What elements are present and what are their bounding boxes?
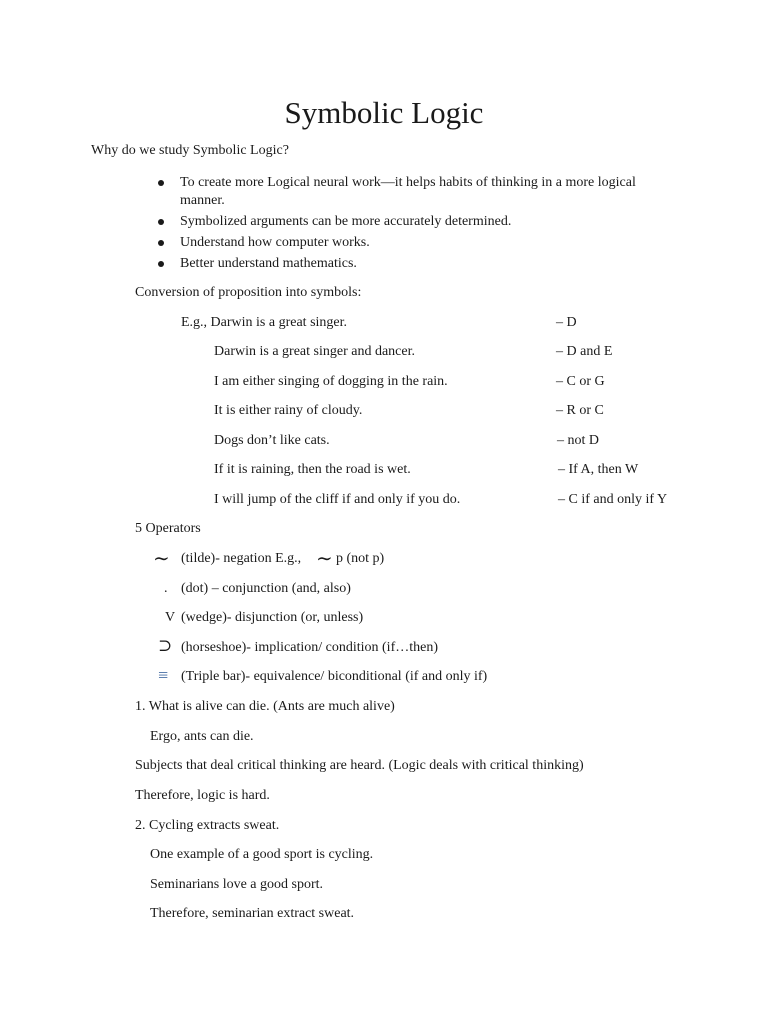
bullet-icon xyxy=(158,240,164,246)
operator-desc: (tilde)- negation E.g., xyxy=(181,551,302,566)
operator-desc: (horseshoe)- implication/ condition (if…then) xyxy=(181,640,438,655)
operator-desc: (Triple bar)- equivalence/ biconditional (if and only if) xyxy=(181,669,488,684)
example-symbol: – C if and only if Y xyxy=(558,492,668,507)
argument-line: 1. What is alive can die. (Ants are much alive) xyxy=(135,699,395,714)
example-symbol: – D xyxy=(556,315,577,330)
example-text: It is either rainy of cloudy. xyxy=(214,403,363,418)
example-symbol: – If A, then W xyxy=(558,462,639,477)
example-symbol: – D and E xyxy=(556,344,613,359)
bullet-icon xyxy=(158,261,164,267)
example-text: If it is raining, then the road is wet. xyxy=(214,462,411,477)
argument-line: One example of a good sport is cycling. xyxy=(150,847,374,862)
example-text: E.g., Darwin is a great singer. xyxy=(181,315,348,330)
argument-line: Ergo, ants can die. xyxy=(150,729,254,744)
operator-desc: (dot) – conjunction (and, also) xyxy=(181,581,351,596)
bullet-icon xyxy=(158,219,164,225)
example-text: I will jump of the cliff if and only if you do. xyxy=(214,492,461,507)
list-item-continuation: manner. xyxy=(180,193,225,208)
example-text: Dogs don’t like cats. xyxy=(214,433,330,448)
tilde-icon: ∼ xyxy=(316,548,333,570)
bullet-icon xyxy=(158,180,164,186)
list-item: To create more Logical neural work—it helps habits of thinking in a more logical xyxy=(180,175,636,190)
example-symbol: – not D xyxy=(557,433,599,448)
intro-question: Why do we study Symbolic Logic? xyxy=(91,143,289,158)
list-item: Symbolized arguments can be more accurately determined. xyxy=(180,214,512,229)
list-item: Understand how computer works. xyxy=(180,235,370,250)
conversion-heading: Conversion of proposition into symbols: xyxy=(135,285,362,300)
operator-example: p (not p) xyxy=(336,551,385,566)
example-text: Darwin is a great singer and dancer. xyxy=(214,344,415,359)
example-symbol: – R or C xyxy=(556,403,604,418)
triple-bar-icon: ≡ xyxy=(158,665,169,685)
operator-desc: (wedge)- disjunction (or, unless) xyxy=(181,610,364,625)
wedge-icon: V xyxy=(165,610,176,625)
argument-line: Seminarians love a good sport. xyxy=(150,877,324,892)
list-item: Better understand mathematics. xyxy=(180,256,357,271)
argument-line: Subjects that deal critical thinking are heard. (Logic deals with critical thinking) xyxy=(135,758,584,773)
argument-line: Therefore, logic is hard. xyxy=(135,788,270,803)
example-symbol: – C or G xyxy=(556,374,605,389)
example-text: I am either singing of dogging in the rain. xyxy=(214,374,448,389)
operators-heading: 5 Operators xyxy=(135,521,201,536)
argument-line: 2. Cycling extracts sweat. xyxy=(135,818,280,833)
tilde-icon: ∼ xyxy=(153,548,170,570)
horseshoe-icon: ⊃ xyxy=(158,636,173,655)
page-title: Symbolic Logic xyxy=(284,95,484,130)
dot-icon: . xyxy=(164,581,168,596)
argument-line: Therefore, seminarian extract sweat. xyxy=(150,906,355,921)
